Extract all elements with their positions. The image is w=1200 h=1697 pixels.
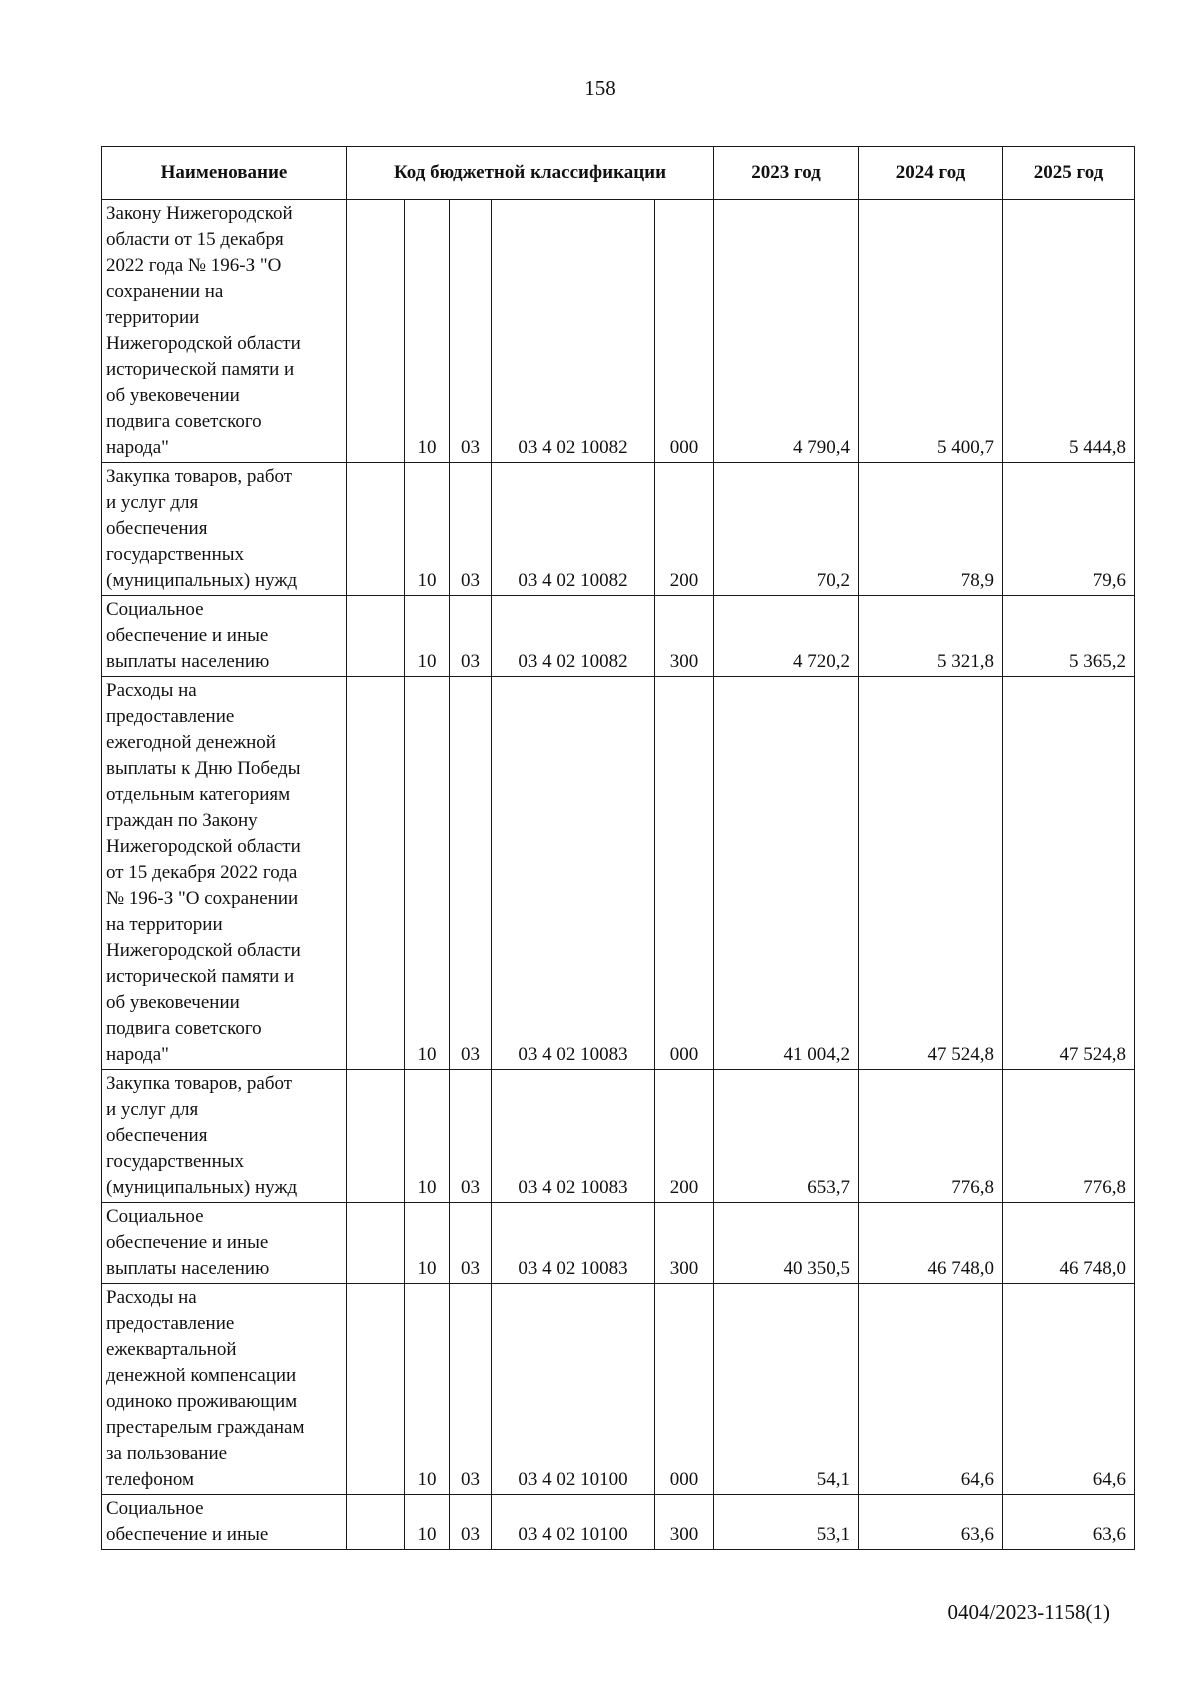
- row-name-line: одиноко проживающим: [106, 1391, 298, 1412]
- row-name-cell: [102, 1284, 347, 1495]
- value-2024-cell: 47 524,8: [859, 677, 1003, 1070]
- row-name-line: исторической памяти и: [106, 966, 295, 987]
- code-blank-cell: [347, 596, 405, 677]
- row-name-cell: [102, 677, 347, 1070]
- row-name-line: Социальное: [106, 1498, 204, 1519]
- value-2025-cell: 776,8: [1003, 1070, 1135, 1203]
- header-name: Наименование: [102, 147, 347, 200]
- row-name-line: выплаты к Дню Победы: [106, 758, 301, 779]
- row-name-line: предоставление: [106, 1313, 235, 1334]
- budget-table: [101, 146, 1135, 1550]
- row-name-cell: [102, 596, 347, 677]
- code-expense-type-cell: 300: [655, 596, 714, 677]
- row-name-line: территории: [106, 307, 200, 328]
- row-name-line: обеспечение и иные: [106, 1232, 269, 1253]
- row-name-line: ежегодной денежной: [106, 732, 276, 753]
- value-2023-cell: 4 790,4: [714, 200, 859, 463]
- row-name-line: Закону Нижегородской: [106, 203, 293, 224]
- row-name-line: об увековечении: [106, 992, 240, 1013]
- value-2023-cell: 4 720,2: [714, 596, 859, 677]
- code-target-article-cell: 03 4 02 10100: [492, 1284, 655, 1495]
- row-name-line: от 15 декабря 2022 года: [106, 862, 298, 883]
- value-2025-cell: 64,6: [1003, 1284, 1135, 1495]
- value-2023-cell: 40 350,5: [714, 1203, 859, 1284]
- row-name-line: Закупка товаров, работ: [106, 1073, 293, 1094]
- value-2025-cell: 5 365,2: [1003, 596, 1135, 677]
- table-row: [102, 1070, 1135, 1203]
- row-name-line: ежеквартальной: [106, 1339, 237, 1360]
- value-2023-cell: 53,1: [714, 1495, 859, 1550]
- code-expense-type-cell: 000: [655, 677, 714, 1070]
- code-subsection-cell: 03: [450, 200, 492, 463]
- row-name-cell: [102, 200, 347, 463]
- value-2025-cell: 5 444,8: [1003, 200, 1135, 463]
- table-row: [102, 677, 1135, 1070]
- code-blank-cell: [347, 463, 405, 596]
- row-name-cell: [102, 463, 347, 596]
- value-2025-cell: 46 748,0: [1003, 1203, 1135, 1284]
- row-name-cell: [102, 1070, 347, 1203]
- header-2023: 2023 год: [714, 147, 859, 200]
- code-blank-cell: [347, 1284, 405, 1495]
- code-target-article-cell: 03 4 02 10100: [492, 1495, 655, 1550]
- value-2023-cell: 54,1: [714, 1284, 859, 1495]
- code-target-article-cell: 03 4 02 10083: [492, 1203, 655, 1284]
- code-subsection-cell: 03: [450, 1203, 492, 1284]
- row-name-line: денежной компенсации: [106, 1365, 297, 1386]
- table-row: [102, 200, 1135, 463]
- code-subsection-cell: 03: [450, 1070, 492, 1203]
- row-name-line: Расходы на: [106, 1287, 197, 1308]
- row-name-line: об увековечении: [106, 385, 240, 406]
- value-2025-cell: 63,6: [1003, 1495, 1135, 1550]
- code-section-cell: 10: [405, 1070, 450, 1203]
- code-blank-cell: [347, 200, 405, 463]
- code-expense-type-cell: 200: [655, 1070, 714, 1203]
- code-section-cell: 10: [405, 1203, 450, 1284]
- code-section-cell: 10: [405, 200, 450, 463]
- code-section-cell: 10: [405, 677, 450, 1070]
- row-name-line: государственных: [106, 544, 245, 565]
- row-name-line: области от 15 декабря: [106, 229, 284, 250]
- header-code: Код бюджетной классификации: [347, 147, 714, 200]
- row-name-line: Социальное: [106, 1206, 204, 1227]
- header-2025: 2025 год: [1003, 147, 1135, 200]
- code-target-article-cell: 03 4 02 10082: [492, 200, 655, 463]
- table-row: [102, 463, 1135, 596]
- row-name-line: сохранении на: [106, 281, 224, 302]
- value-2023-cell: 41 004,2: [714, 677, 859, 1070]
- row-name-line: и услуг для: [106, 1099, 199, 1120]
- code-blank-cell: [347, 1495, 405, 1550]
- row-name-line: Нижегородской области: [106, 333, 301, 354]
- row-name-line: обеспечение и иные: [106, 1524, 269, 1545]
- code-expense-type-cell: 300: [655, 1203, 714, 1284]
- row-name-line: (муниципальных) нужд: [106, 570, 298, 591]
- header-row: [102, 147, 1135, 200]
- code-section-cell: 10: [405, 463, 450, 596]
- table-body: [102, 200, 1135, 1550]
- value-2025-cell: 47 524,8: [1003, 677, 1135, 1070]
- row-name-line: подвига советского: [106, 1018, 262, 1039]
- row-name-line: на территории: [106, 914, 223, 935]
- code-target-article-cell: 03 4 02 10083: [492, 677, 655, 1070]
- code-subsection-cell: 03: [450, 1284, 492, 1495]
- row-name-line: Расходы на: [106, 680, 197, 701]
- row-name-line: 2022 года № 196-З "О: [106, 255, 282, 276]
- code-expense-type-cell: 000: [655, 200, 714, 463]
- code-blank-cell: [347, 677, 405, 1070]
- row-name-line: выплаты населению: [106, 1258, 270, 1279]
- code-section-cell: 10: [405, 1284, 450, 1495]
- row-name-cell: [102, 1495, 347, 1550]
- table-row: [102, 1495, 1135, 1550]
- code-subsection-cell: 03: [450, 1495, 492, 1550]
- value-2024-cell: 63,6: [859, 1495, 1003, 1550]
- value-2024-cell: 64,6: [859, 1284, 1003, 1495]
- value-2024-cell: 776,8: [859, 1070, 1003, 1203]
- code-target-article-cell: 03 4 02 10083: [492, 1070, 655, 1203]
- row-name-line: Социальное: [106, 599, 204, 620]
- row-name-line: народа": [106, 1044, 169, 1065]
- value-2023-cell: 653,7: [714, 1070, 859, 1203]
- row-name-line: № 196-З "О сохранении: [106, 888, 299, 909]
- document-id: 0404/2023-1158(1): [947, 1600, 1110, 1624]
- page-number: 158: [584, 76, 616, 100]
- value-2024-cell: 46 748,0: [859, 1203, 1003, 1284]
- row-name-line: народа": [106, 437, 169, 458]
- code-expense-type-cell: 000: [655, 1284, 714, 1495]
- code-expense-type-cell: 200: [655, 463, 714, 596]
- code-expense-type-cell: 300: [655, 1495, 714, 1550]
- row-name-line: обеспечения: [106, 518, 208, 539]
- value-2024-cell: 78,9: [859, 463, 1003, 596]
- value-2025-cell: 79,6: [1003, 463, 1135, 596]
- code-subsection-cell: 03: [450, 596, 492, 677]
- row-name-line: обеспечение и иные: [106, 625, 269, 646]
- row-name-line: Нижегородской области: [106, 940, 301, 961]
- code-blank-cell: [347, 1070, 405, 1203]
- row-name-line: и услуг для: [106, 492, 199, 513]
- row-name-line: исторической памяти и: [106, 359, 295, 380]
- row-name-line: за пользование: [106, 1443, 228, 1464]
- value-2024-cell: 5 321,8: [859, 596, 1003, 677]
- row-name-line: подвига советского: [106, 411, 262, 432]
- row-name-line: государственных: [106, 1151, 245, 1172]
- row-name-line: обеспечения: [106, 1125, 208, 1146]
- row-name-line: телефоном: [106, 1469, 195, 1490]
- table-row: [102, 1284, 1135, 1495]
- row-name-cell: [102, 1203, 347, 1284]
- row-name-line: Нижегородской области: [106, 836, 301, 857]
- code-target-article-cell: 03 4 02 10082: [492, 463, 655, 596]
- row-name-line: отдельным категориям: [106, 784, 291, 805]
- code-target-article-cell: 03 4 02 10082: [492, 596, 655, 677]
- code-subsection-cell: 03: [450, 463, 492, 596]
- row-name-line: предоставление: [106, 706, 235, 727]
- value-2024-cell: 5 400,7: [859, 200, 1003, 463]
- header-2024: 2024 год: [859, 147, 1003, 200]
- table-row: [102, 1203, 1135, 1284]
- row-name-line: выплаты населению: [106, 651, 270, 672]
- value-2023-cell: 70,2: [714, 463, 859, 596]
- code-blank-cell: [347, 1203, 405, 1284]
- code-section-cell: 10: [405, 1495, 450, 1550]
- row-name-line: Закупка товаров, работ: [106, 466, 293, 487]
- table-row: [102, 596, 1135, 677]
- row-name-line: граждан по Закону: [106, 810, 258, 831]
- code-subsection-cell: 03: [450, 677, 492, 1070]
- code-section-cell: 10: [405, 596, 450, 677]
- row-name-line: (муниципальных) нужд: [106, 1177, 298, 1198]
- row-name-line: престарелым гражданам: [106, 1417, 305, 1438]
